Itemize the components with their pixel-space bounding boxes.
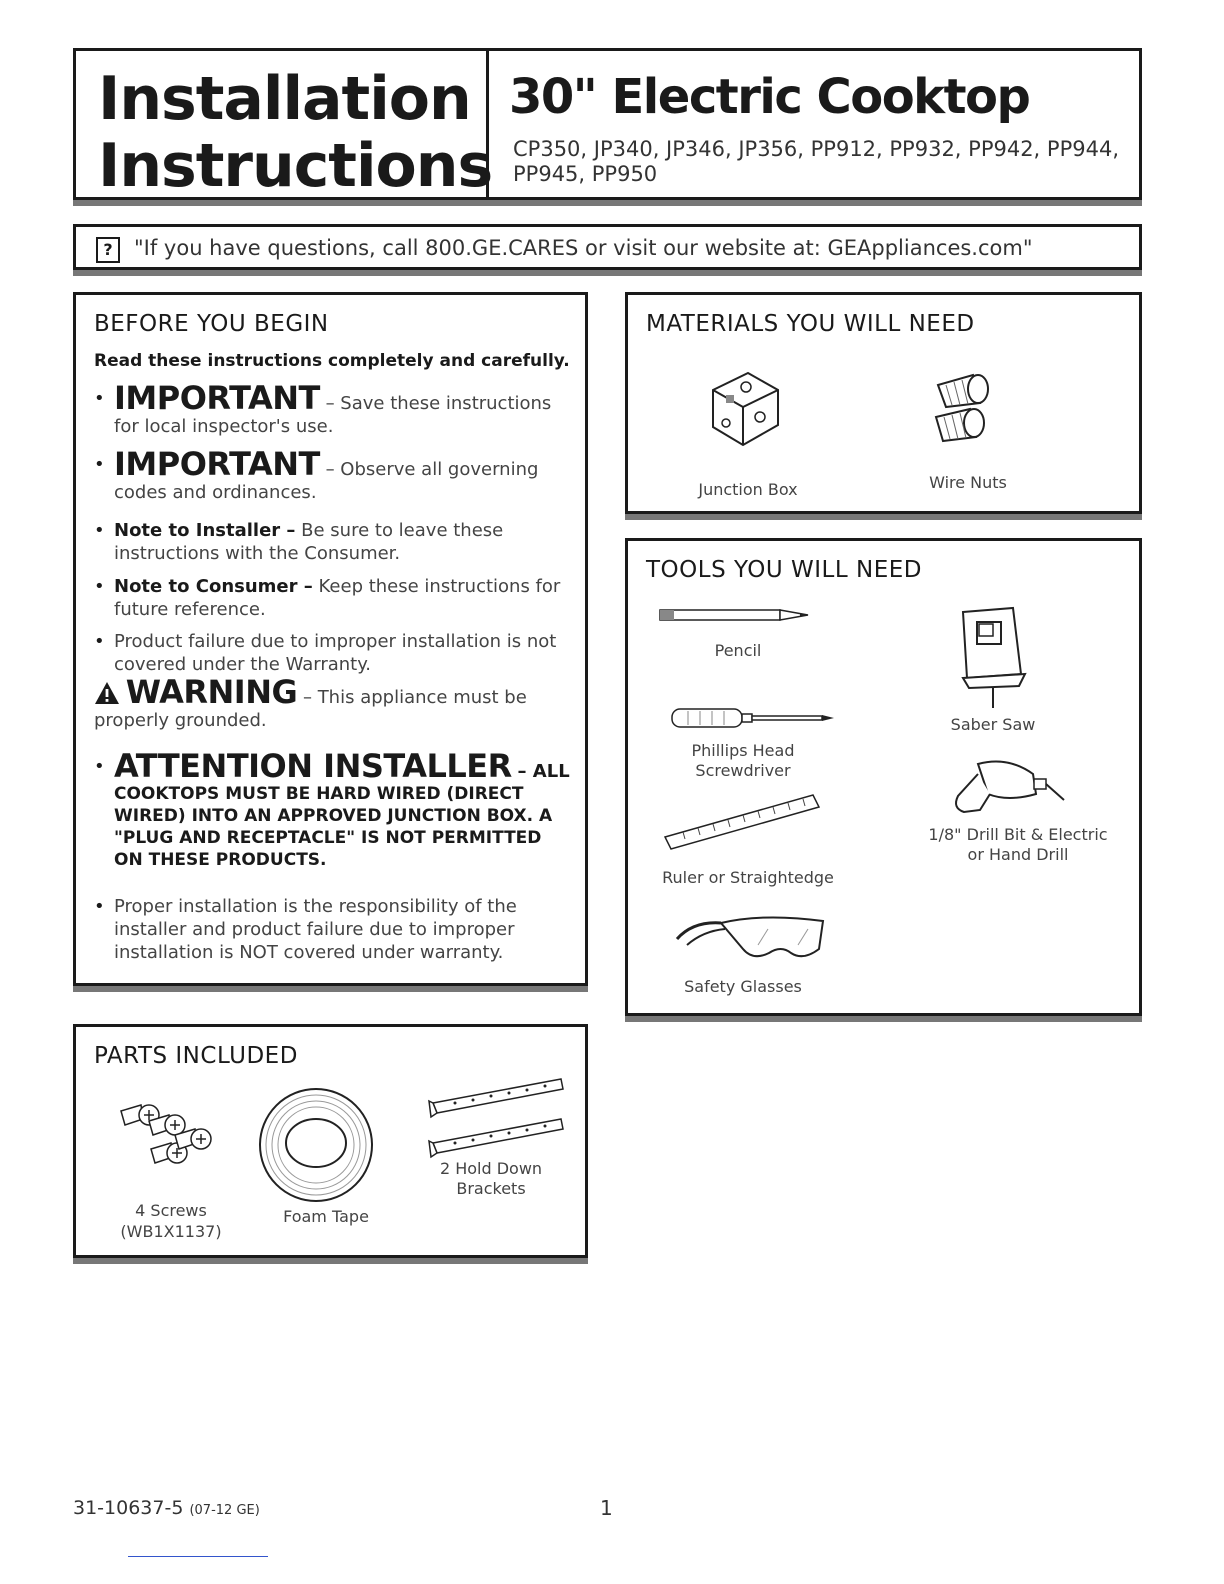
important-label: IMPORTANT	[114, 379, 320, 417]
saber-saw-caption: Saber Saw	[950, 715, 1036, 734]
attention-block: • ATTENTION INSTALLER – ALL COOKTOPS MUST BE HARD WIRED (DIRECT WIRED) INTO AN APPROVED JUNCTION BOX. A "PLUG AND RECEPTACLE" IS NOT PERMITTED ON THESE PRODUCTS.	[94, 755, 574, 871]
safety-glasses-caption: Safety Glasses	[684, 977, 802, 996]
pencil-icon	[658, 607, 818, 623]
header-product-box	[486, 48, 1142, 200]
section-heading: TOOLS YOU WILL NEED	[646, 557, 922, 583]
warning-label: WARNING	[125, 673, 298, 711]
warning-text: – This appliance must be properly grounded.	[94, 687, 527, 731]
document-date: (07-12 GE)	[189, 1503, 260, 1518]
ruler-icon	[663, 791, 823, 851]
important-label: IMPORTANT	[114, 445, 320, 483]
title-line-2: Instructions	[98, 131, 493, 201]
screwdriver-icon	[668, 704, 838, 732]
page-number: 1	[600, 1496, 613, 1520]
foam-tape-icon	[256, 1085, 376, 1205]
attention-caps: COOKTOPS MUST BE HARD WIRED (DIRECT WIRED) INTO AN APPROVED JUNCTION BOX. A "PLUG AND RECEPTACLE" IS NOT PERMITTED ON THESE PRODUCTS.	[114, 784, 553, 870]
pencil-caption: Pencil	[714, 641, 762, 660]
attention-tail: – ALL	[517, 761, 570, 782]
ruler-caption: Ruler or Straightedge	[662, 868, 834, 887]
warning-block	[94, 673, 574, 732]
screwdriver-caption: Phillips Head Screwdriver	[691, 741, 795, 780]
before-you-begin-section	[73, 292, 588, 986]
note-installer: • Note to Installer – Be sure to leave these instructions with the Consumer.	[94, 520, 504, 564]
junction-box-icon	[698, 365, 788, 455]
materials-section	[625, 292, 1142, 514]
warning-icon	[94, 681, 120, 705]
note-label: Note to Installer –	[114, 520, 296, 541]
junction-box-caption: Junction Box	[698, 480, 798, 499]
safety-glasses-icon	[673, 909, 833, 969]
tools-section	[625, 538, 1142, 1016]
section-heading: MATERIALS YOU WILL NEED	[646, 311, 975, 337]
important-save: • IMPORTANT – Save these instructions for local inspector's use.	[94, 379, 552, 437]
drill-icon	[938, 754, 1068, 824]
screws-caption: 4 Screws	[135, 1201, 207, 1220]
note-consumer: • Note to Consumer – Keep these instructions for future reference.	[94, 576, 561, 620]
question-icon: ?	[96, 237, 120, 263]
proper-installation-note: • Proper installation is the responsibility of the installer and product failure due to improper installation is NOT covered under warranty.	[94, 896, 517, 963]
section-heading: BEFORE YOU BEGIN	[94, 311, 329, 337]
product-title: 30" Electric Cooktop	[509, 69, 1030, 125]
contact-bar	[73, 224, 1142, 270]
failure-note: • Product failure due to improper installation is not covered under the Warranty.	[94, 631, 557, 675]
title-line-1: Installation	[98, 64, 471, 134]
screws-icon	[111, 1097, 231, 1187]
model-list: CP350, JP340, JP346, JP356, PP912, PP932, PP942, PP944, PP945, PP950	[513, 137, 1119, 186]
important-text: – Save these instructions for local inspector's use.	[114, 393, 552, 437]
saber-saw-icon	[953, 604, 1033, 714]
header-title-box	[73, 48, 493, 201]
foam-tape-caption: Foam Tape	[283, 1207, 369, 1226]
document-code: 31-10637-5 (07-12 GE)	[73, 1497, 260, 1519]
important-text: – Observe all governing codes and ordinances.	[114, 459, 539, 503]
brackets-icon	[421, 1073, 571, 1163]
note-text: Be sure to leave these instructions with the Consumer.	[114, 520, 504, 564]
section-heading: PARTS INCLUDED	[94, 1043, 298, 1069]
drill-caption: 1/8" Drill Bit & Electric or Hand Drill	[928, 825, 1108, 864]
footer-divider	[128, 1556, 268, 1557]
wire-nuts-caption: Wire Nuts	[929, 473, 1007, 492]
note-label: Note to Consumer –	[114, 576, 313, 597]
note-text: Keep these instructions for future reference.	[114, 576, 561, 620]
important-codes: • IMPORTANT – Observe all governing codes and ordinances.	[94, 445, 539, 503]
parts-section	[73, 1024, 588, 1258]
brackets-caption: 2 Hold Down Brackets	[439, 1159, 543, 1198]
attention-label: ATTENTION INSTALLER	[114, 747, 512, 785]
screws-part-number: (WB1X1137)	[120, 1222, 222, 1241]
wire-nuts-icon	[918, 365, 1008, 455]
contact-text: "If you have questions, call 800.GE.CARES or visit our website at: GEAppliances.com"	[134, 236, 1033, 260]
read-instructions: Read these instructions completely and carefully.	[94, 351, 570, 371]
